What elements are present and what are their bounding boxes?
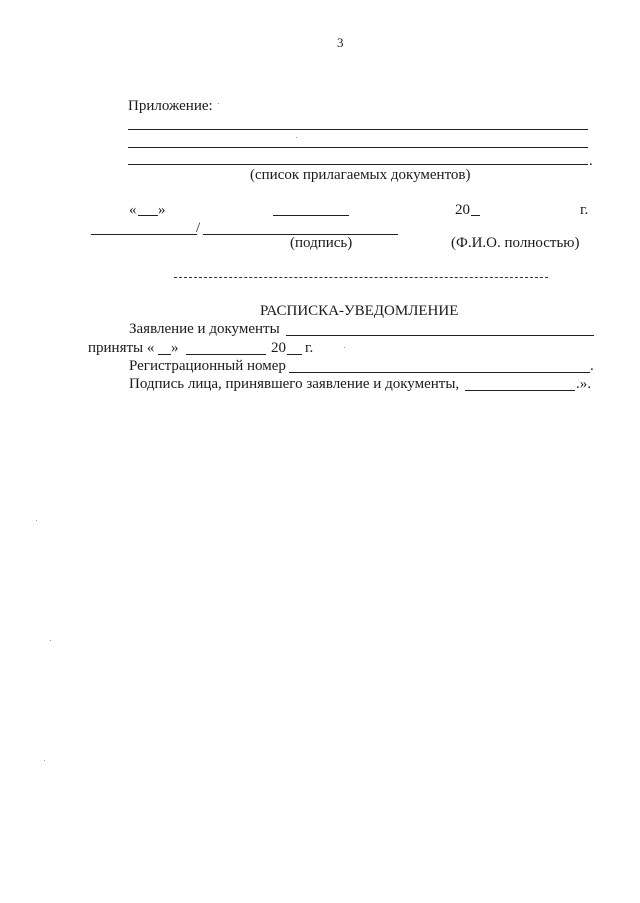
receipt-title: РАСПИСКА-УВЕДОМЛЕНИЕ — [260, 303, 459, 319]
signature-separator: / — [196, 220, 201, 236]
attachment-line-2 — [128, 147, 588, 148]
date-year-prefix: 20 — [455, 202, 470, 218]
attachment-line-3 — [128, 164, 588, 165]
date-year-suffix: г. — [580, 202, 589, 218]
receipt-sign-end: .». — [576, 376, 591, 392]
scan-speck — [218, 103, 219, 104]
date-close-quote: » — [158, 202, 166, 218]
date-month-blank — [273, 215, 349, 216]
scan-speck — [36, 520, 37, 521]
attachment-line-1 — [128, 129, 588, 130]
date-year-blank — [471, 215, 480, 216]
scan-speck — [44, 760, 45, 761]
page-number: 3 — [337, 35, 344, 50]
receipt-reg-period: . — [590, 358, 594, 374]
receipt-sign-blank — [465, 390, 575, 391]
receipt-year-suffix: г. — [305, 340, 314, 356]
scan-speck — [50, 640, 51, 641]
attachment-period: . — [589, 153, 593, 169]
receipt-day-blank — [158, 354, 171, 355]
receipt-sign-label: Подпись лица, принявшего заявление и документы, — [129, 376, 460, 392]
attachment-label: Приложение: — [128, 98, 213, 114]
receipt-docs-label: Заявление и документы — [129, 321, 280, 337]
receipt-docs-blank — [286, 335, 594, 336]
receipt-reg-blank — [289, 372, 590, 373]
signature-caption: (подпись) — [290, 235, 353, 251]
signature-blank — [91, 234, 197, 235]
scan-speck — [296, 137, 297, 138]
receipt-year-prefix: 20 — [271, 340, 286, 356]
date-day-blank — [138, 215, 158, 216]
receipt-close-quote: » — [171, 340, 179, 356]
fio-caption: (Ф.И.О. полностью) — [451, 235, 580, 251]
date-open-quote: « — [129, 202, 137, 218]
receipt-accepted-prefix: приняты « — [88, 340, 155, 356]
receipt-month-blank — [186, 354, 266, 355]
scan-speck — [344, 347, 345, 348]
cut-line — [174, 277, 548, 278]
receipt-year-blank — [287, 354, 302, 355]
attachment-caption: (список прилагаемых документов) — [250, 167, 471, 183]
receipt-reg-label: Регистрационный номер — [129, 358, 286, 374]
